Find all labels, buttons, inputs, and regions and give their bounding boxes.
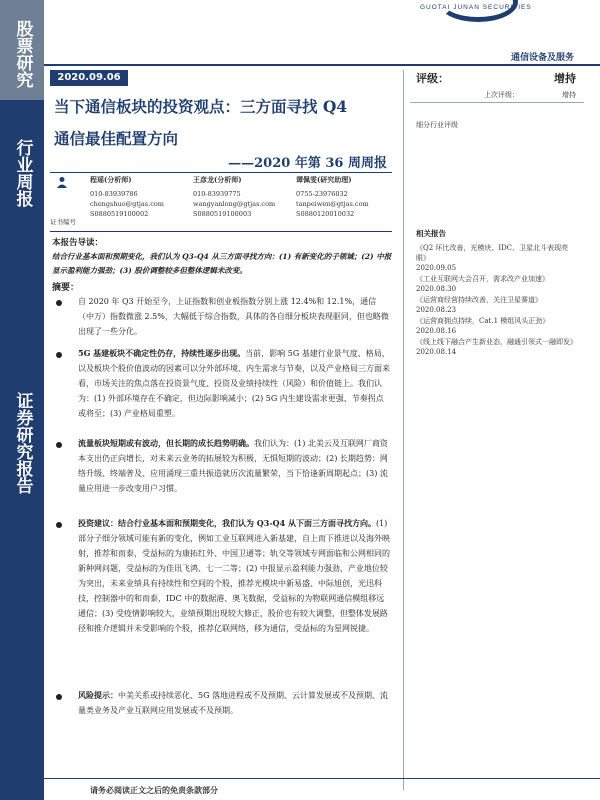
sidebar-top-block [0,0,44,100]
rating-divider [410,102,584,103]
abstract-paragraph [78,688,390,718]
logo-english-name: GUOTAI JUNAN SECURITIES [420,4,532,11]
related-report-title[interactable]: 《工业互联网大会召开，需求改产业加速》 [416,275,549,283]
report-title-line2: 通信最佳配置方向 [54,129,179,148]
analyst-card [90,175,190,220]
cert-label: 证书编号 [50,218,76,226]
disclaimer-footer: 请务必阅读正文之后的免责条款部分 [90,785,218,795]
analyst-email[interactable]: wangyanlong@gtjas.com [193,200,276,208]
related-report-date: 2020.08.30 [416,285,457,293]
analyst-name: 王彦龙(分析师) [193,175,242,184]
sidebar-mid-text: 行业周报 [12,139,33,207]
header-divider [44,64,600,66]
analyst-block [50,175,392,230]
analyst-email[interactable]: tanpeiwen@gtjas.com [296,200,369,208]
related-report-date: 2020.08.23 [416,306,457,314]
abstract-paragraph [78,346,390,421]
report-date: 2020.09.06 [50,70,128,86]
report-title-line1: 当下通信板块的投资观点：三方面寻找 Q4 [54,97,348,116]
analyst-cert: S0880519100003 [193,210,252,218]
related-reports-heading: 相关报告 [416,229,446,238]
company-logo [390,0,600,22]
related-report-title[interactable]: 《线上线下融合产生新业态，融通引领式一融即发》 [416,338,577,346]
analyst-name: 程瑶(分析师) [90,175,132,184]
related-report-title[interactable]: 《运营商拥点持续，Cat.1 模组风头正劲》 [416,317,550,325]
analyst-person-icon [56,176,68,188]
rating-label: 评级： [416,72,449,85]
abstract-paragraph [78,516,390,636]
analyst-name: 谭佩雯(研究助理) [296,175,352,184]
paragraph-text: 中美关系或持续恶化、5G 落地进程或不及预期、云计算发展或不及预期、流量类业务及产业互联网应用发展或不及预期。 [78,691,389,715]
sidebar-bottom-block [0,378,44,508]
paragraph-lead: 5G 基建板块不确定性仍存，持续性逐步出现。 [78,348,246,358]
related-report-date: 2020.08.14 [416,348,457,356]
previous-rating-value: 增持 [562,91,576,99]
sidebar-bottom-text: 证券研究报告 [12,392,33,494]
sub-industry-rating: 细分行业评级 [416,121,458,129]
rating-value: 增持 [554,72,576,85]
analyst-divider [50,231,392,232]
analyst-phone: 0755-23976032 [296,190,348,198]
paragraph-text: 自 2020 年 Q3 开始至今，上证指数和创业板指数分别上涨 12.4%和 12.1%，通信（中万）指数微涨 2.5%，大幅低于综合指数，具体的各自细分板块表现驱同，但也略微出现了一些分化。 [78,297,389,336]
related-report-title[interactable]: 《Q2 环比改善，光模块、IDC、卫星北斗表现亮眼》 [416,244,569,262]
bullet-dot [56,442,62,448]
paragraph-text: 我们认为：(1) 北美云及互联网厂商资本支出仍正向增长，对未来云业务的拓展较为积极，无惧短期的波动；(2) 长期趋势：网络升级、终端普及、应用涌现三重共振造就历次流量繁荣，当下恰逢新周期起点；(3) 流量应用进一步改变用户习惯。 [78,439,388,493]
previous-rating-label: 上次评级： [484,91,519,99]
bullet-dot [56,522,62,528]
related-report-date: 2020.08.16 [416,327,457,335]
related-reports [416,228,576,358]
guide-heading: 本报告导读： [52,238,104,248]
analyst-phone: 010-83939775 [193,190,241,198]
report-subtitle: ——2020 年第 36 周周报 [228,156,387,171]
sidebar-top-text: 股票研究 [12,20,33,88]
column-divider [403,70,404,790]
related-report-title[interactable]: 《运营商经营持续改善，关注卫星赛道》 [416,296,542,304]
paragraph-lead: 流量板块短期或有波动，但长期的成长趋势明确。 [78,438,254,448]
abstract-paragraph [78,436,390,496]
industry-category: 通信设备及服务 [510,53,574,63]
paragraph-text: 当前，影响 5G 基建行业景气度、格局，以及板块个股价值波动的因素可以分外部环境、内生需求与节奏，以及产业格局三方面来看，市场关注的焦点落在投资景气度、投资及业绩持续性（风险）和价值链上。我们认为：(1) 外部环境存在不确定，但边际影响减小；(2) 5G 内生建设需求更强、节奏拐点或将至；(3) 产业格局重塑。 [78,349,390,418]
abstract-heading: 摘要： [52,283,80,293]
analyst-card [193,175,293,220]
left-sidebar [0,0,44,800]
abstract-paragraph [78,294,390,339]
bullet-dot [56,300,62,306]
analyst-phone: 010-83939786 [90,190,138,198]
analyst-cert: S0880120010032 [296,210,355,218]
title-divider [50,172,392,173]
analyst-email[interactable]: chengshuo@gtjas.com [90,200,164,208]
paragraph-lead: 投资建议：结合行业基本面和预期变化，我们认为 Q3-Q4 从下面三方面寻找方向。 [78,518,376,528]
analyst-cert: S0880519100002 [90,210,149,218]
analyst-card [296,175,396,220]
guide-text: 结合行业基本面和预期变化，我们认为 Q3-Q4 从三方面寻找方向：(1) 有新变化的子领域；(2) 中报显示盈利能力强劲；(3) 股价调整较多但整体逻辑未改变。 [52,252,392,275]
sidebar-mid-block [0,128,44,218]
paragraph-lead: 风险提示： [78,690,118,700]
related-report-date: 2020.09.05 [416,264,457,272]
footer-divider [44,778,600,779]
bullet-dot [56,352,62,358]
bullet-dot [56,694,62,700]
paragraph-text: (1) 部分子细分领域可能有新的变化，例如工业互联网进入新基建，自上而下推进以及海外映射，推荐和而泰，受益标的为康拓红外、中国卫通等；轨交等领域专网面临和公网相同的新种网问题，受益标的为佳讯飞鸿、七一二等；(2) 中报显示盈利能力强劲，产业地位较为突出，未来业绩具有持续性和空间的个股，推荐光模块中新易盛、中际旭创，光迅科技，控制器中的和而泰，IDC 中的数据港、奥飞数据，受益标的为物联网通信模组移远通信；(3) 受疫情影响较大，业绩预期出现较大修正，股价也有较大调整，但整体发展路径和推介逻辑并未受影响的个股，推荐亿联网络，移为通信，受益标的为星网锐捷。 [78,519,390,633]
